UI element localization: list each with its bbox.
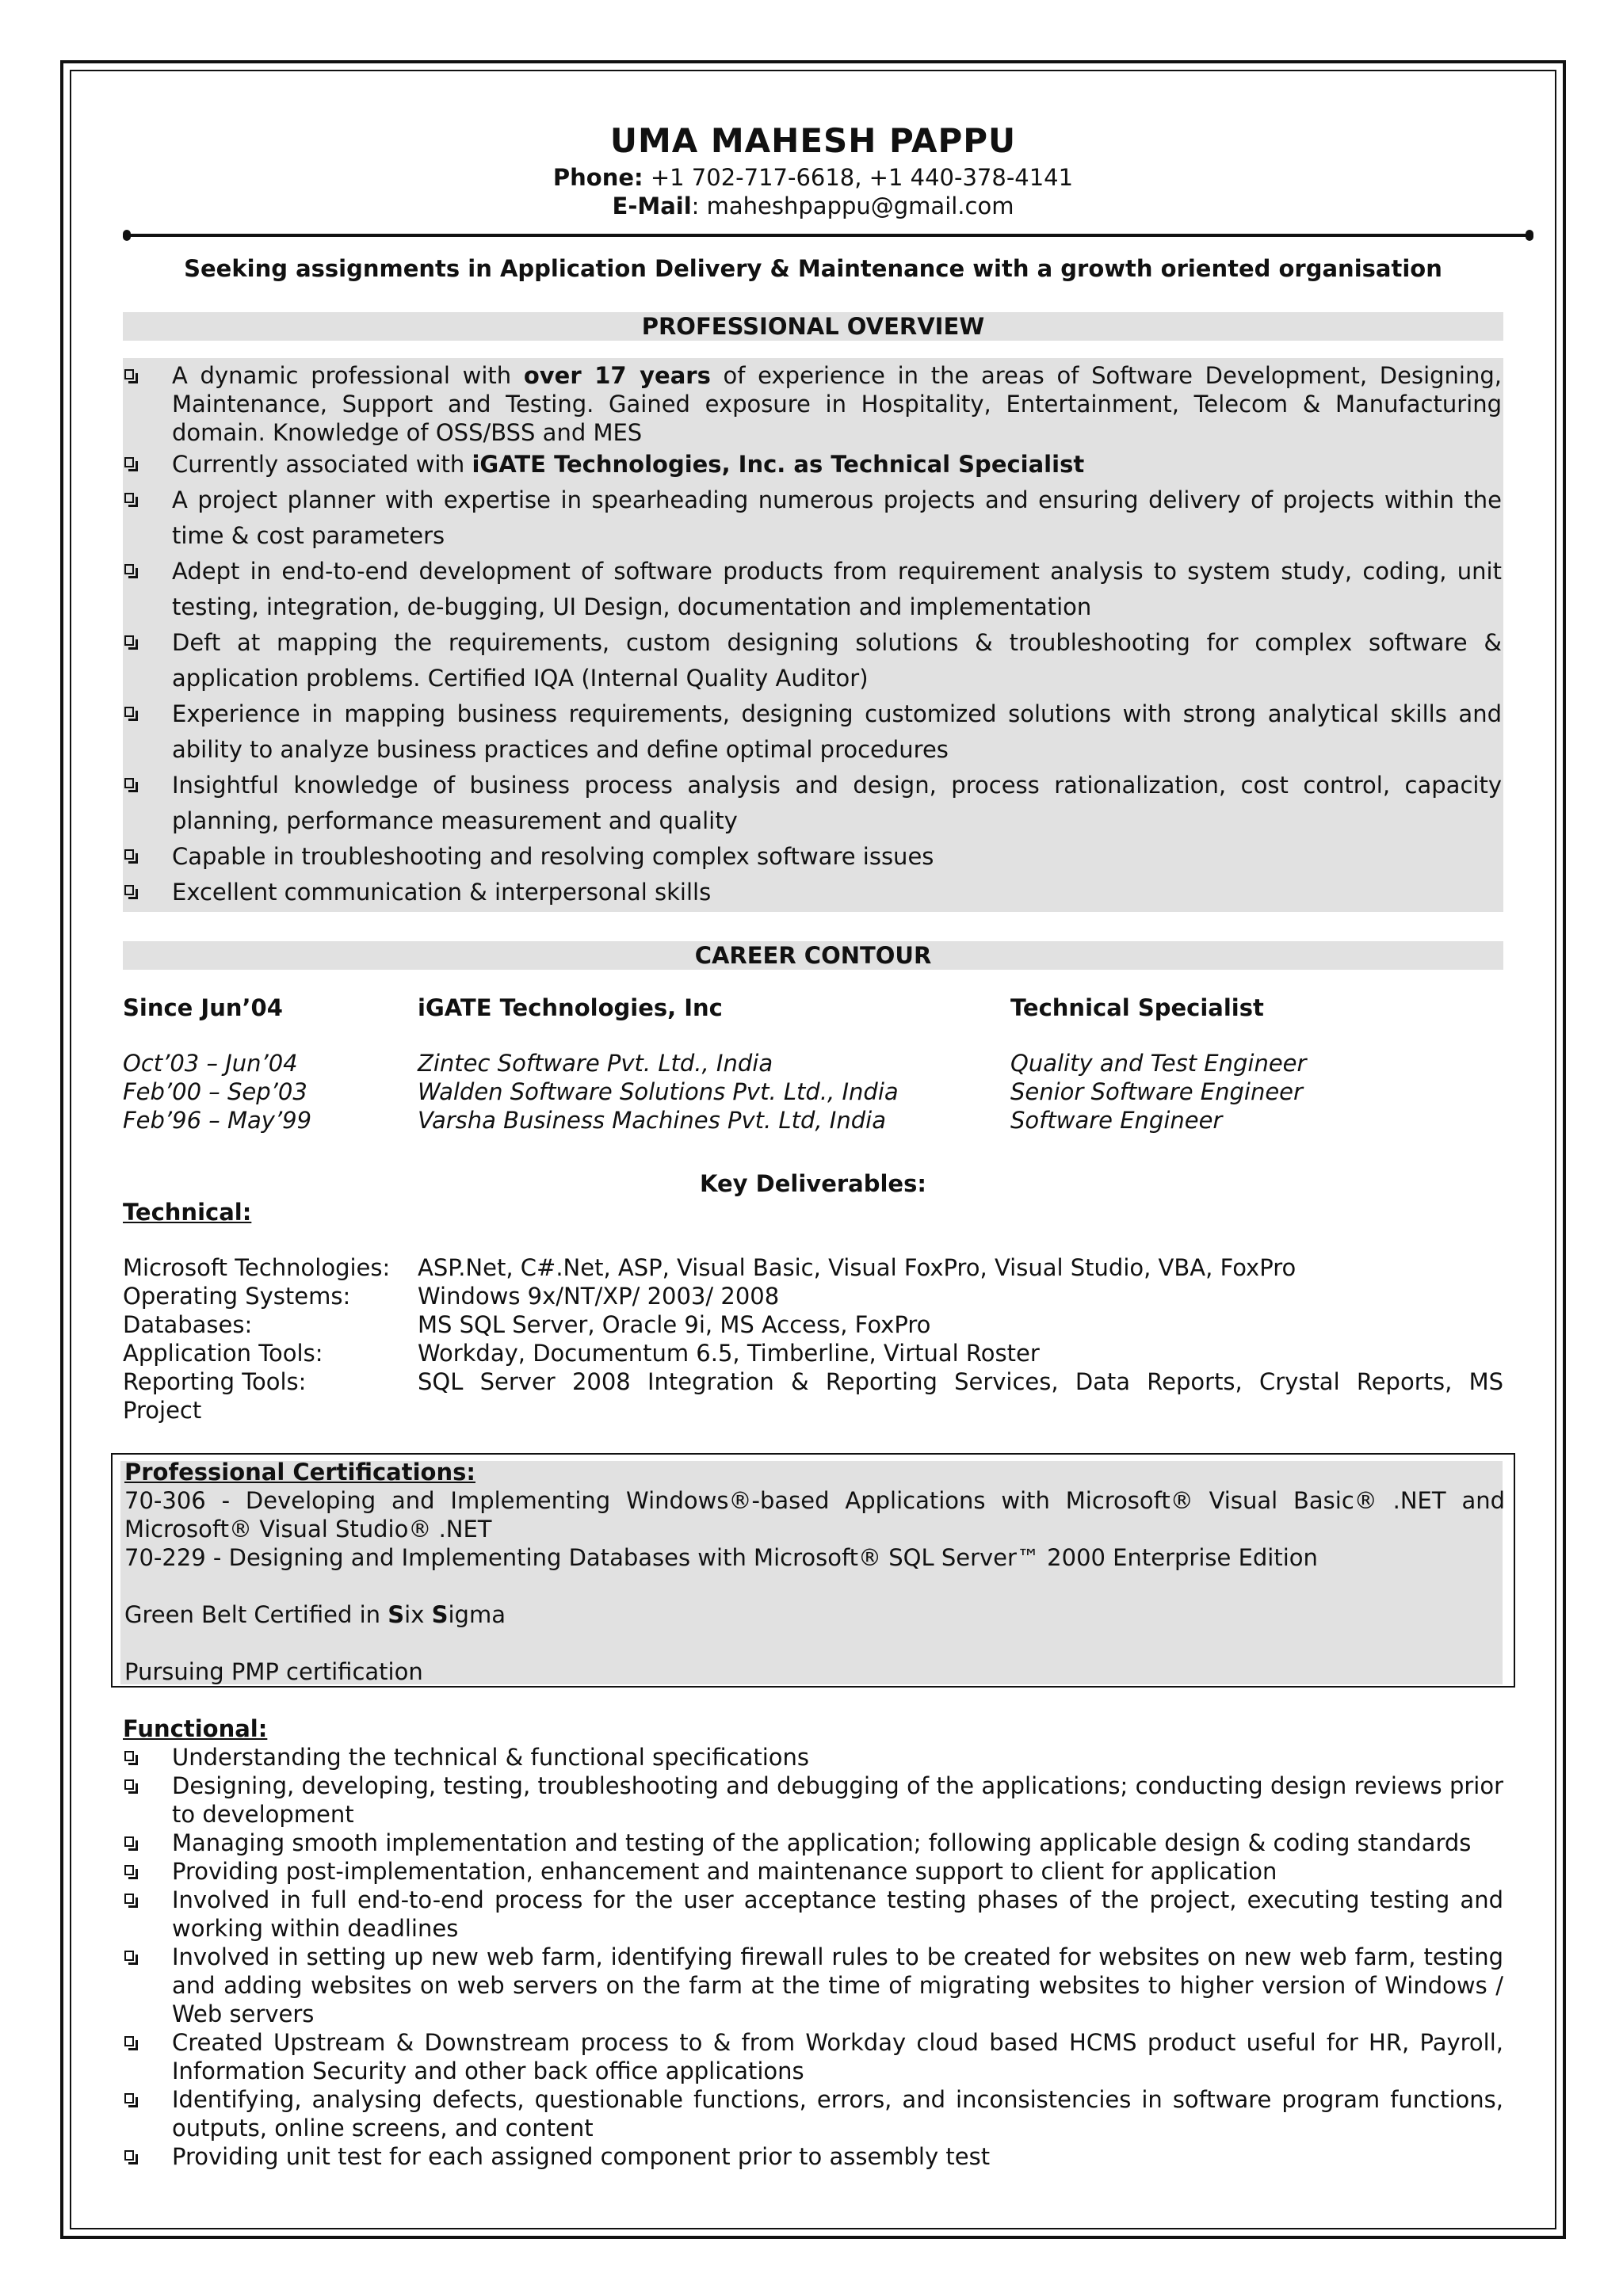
checkbox-bullet-icon [124, 885, 134, 895]
job-period: Feb’00 – Sep’03 [123, 1078, 307, 1105]
list-item: Insightful knowledge of business process analysis and design, process rationalization, cost control, capacity planning, performance measurement and quality [123, 768, 1503, 839]
divider-end-right [1526, 230, 1533, 241]
spacer [124, 1629, 1505, 1657]
list-item: Deft at mapping the requirements, custom designing solutions & troubleshooting for complex software & application problems. Certified IQA (Internal Quality Auditor) [123, 625, 1503, 696]
candidate-name: UMA MAHESH PAPPU [609, 121, 1017, 160]
skill-value: SQL Server 2008 Integration & Reporting Services, Data Reports, Crystal Reports, MS [418, 1368, 1503, 1395]
certifications-content [124, 1458, 1505, 1686]
list-item: Providing post-implementation, enhancement and maintenance support to client for application [123, 1857, 1503, 1886]
technical-heading: Technical: [123, 1199, 252, 1226]
list-item: Involved in setting up new web farm, identifying firewall rules to be created for websites on new web farm, testing and adding websites on web servers on the farm at the time of migrating websites to higher version of Windows / Web servers [123, 1943, 1503, 2028]
skill-label: Databases: [123, 1311, 253, 1338]
checkbox-bullet-icon [124, 369, 134, 379]
list-item: A project planner with expertise in spearheading numerous projects and ensuring delivery of projects within the time & cost parameters [123, 482, 1503, 554]
skill-value: Workday, Documentum 6.5, Timberline, Virtual Roster [418, 1340, 1040, 1367]
list-item: Involved in full end-to-end process for the user acceptance testing phases of the project, executing testing and working within deadlines [123, 1886, 1503, 1943]
checkbox-bullet-icon [124, 1836, 134, 1847]
job-company: iGATE Technologies, Inc [418, 994, 723, 1021]
email-label: E-Mail [612, 193, 692, 219]
checkbox-bullet-icon [124, 2093, 134, 2103]
career-row [123, 1049, 1503, 1077]
checkbox-bullet-icon [124, 1865, 134, 1875]
functional-heading: Functional: [123, 1715, 268, 1742]
job-company: Zintec Software Pvt. Ltd., India [418, 1050, 773, 1077]
checkbox-bullet-icon [124, 1751, 134, 1761]
list-item: Providing unit test for each assigned component prior to assembly test [123, 2142, 1503, 2171]
job-company: Varsha Business Machines Pvt. Ltd, India [418, 1107, 886, 1134]
job-period: Since Jun’04 [123, 994, 283, 1021]
career-row [123, 994, 1503, 1022]
job-company: Walden Software Solutions Pvt. Ltd., India [418, 1078, 899, 1105]
job-role: Technical Specialist [1010, 994, 1264, 1021]
skill-label: Microsoft Technologies: [123, 1254, 391, 1281]
email-value: : maheshpappu@gmail.com [691, 193, 1014, 219]
divider-line [129, 234, 1527, 237]
career-contour-section [123, 941, 1503, 1135]
professional-overview-section [123, 312, 1503, 912]
skill-row [123, 1339, 1503, 1367]
checkbox-bullet-icon [124, 1779, 134, 1790]
list-item: Excellent communication & interpersonal skills [123, 875, 1503, 910]
career-table [123, 994, 1503, 1135]
job-role: Quality and Test Engineer [1010, 1050, 1307, 1077]
certification-item: 70-306 - Developing and Implementing Windows®-based Applications with Microsoft® Visual Basic® .NET and Microsoft® Visual Studio® .NET [124, 1487, 1505, 1543]
skill-row [123, 1282, 1503, 1310]
skill-row [123, 1310, 1503, 1339]
checkbox-bullet-icon [124, 493, 134, 503]
spacer [124, 1572, 1505, 1600]
email-line [123, 192, 1503, 220]
phone-label: Phone: [552, 164, 643, 191]
resume-header [123, 119, 1503, 220]
job-period: Feb’96 – May’99 [123, 1107, 312, 1134]
skill-value: MS SQL Server, Oracle 9i, MS Access, FoxPro [418, 1311, 931, 1338]
checkbox-bullet-icon [124, 2150, 134, 2161]
section-heading-overview: PROFESSIONAL OVERVIEW [123, 312, 1503, 341]
header-divider [123, 230, 1533, 241]
list-item: Capable in troubleshooting and resolving complex software issues [123, 839, 1503, 875]
checkbox-bullet-icon [124, 2036, 134, 2046]
job-role: Software Engineer [1010, 1107, 1223, 1134]
list-item: Designing, developing, testing, troubleshooting and debugging of the applications; conducting design reviews prior to development [123, 1772, 1503, 1829]
career-row [123, 1106, 1503, 1135]
checkbox-bullet-icon [124, 778, 134, 788]
checkbox-bullet-icon [124, 707, 134, 717]
skill-label: Operating Systems: [123, 1283, 351, 1310]
list-item: Identifying, analysing defects, questionable functions, errors, and inconsistencies in software program functions, outputs, online screens, and content [123, 2085, 1503, 2142]
objective-statement: Seeking assignments in Application Delivery & Maintenance with a growth oriented organisation [184, 255, 1442, 282]
overview-list [123, 358, 1503, 912]
certification-item: 70-229 - Designing and Implementing Databases with Microsoft® SQL Server™ 2000 Enterprise Edition [124, 1544, 1318, 1571]
pmp-status: Pursuing PMP certification [124, 1658, 423, 1685]
career-row [123, 1077, 1503, 1106]
certifications-heading: Professional Certifications: [124, 1459, 475, 1486]
checkbox-bullet-icon [124, 635, 134, 646]
skill-value: ASP.Net, C#.Net, ASP, Visual Basic, Visual FoxPro, Visual Studio, VBA, FoxPro [418, 1254, 1296, 1281]
certifications-box [111, 1453, 1515, 1688]
key-deliverables-heading: Key Deliverables: [700, 1170, 926, 1197]
functional-section [123, 1714, 1503, 2171]
list-item: A dynamic professional with over 17 years of experience in the areas of Software Development, Designing, Maintenance, Support and Testing. Gained exposure in Hospitality, Entertainment, Telecom & Manufacturing domain. Knowledge of OSS/BSS and MES [123, 361, 1503, 447]
checkbox-bullet-icon [124, 1894, 134, 1904]
skill-label: Application Tools: [123, 1340, 323, 1367]
section-heading-career: CAREER CONTOUR [123, 941, 1503, 970]
checkbox-bullet-icon [124, 564, 134, 574]
green-belt-certification: Green Belt Certified in Six Sigma [124, 1601, 506, 1628]
phone-line [123, 163, 1503, 192]
technical-skills-table [123, 1253, 1503, 1425]
list-item: Experience in mapping business requirements, designing customized solutions with strong analytical skills and ability to analyze business practices and define optimal procedures [123, 696, 1503, 768]
skill-row [123, 1253, 1503, 1282]
list-item: Managing smooth implementation and testing of the application; following applicable design & coding standards [123, 1829, 1503, 1857]
job-period: Oct’03 – Jun’04 [123, 1050, 298, 1077]
checkbox-bullet-icon [124, 1951, 134, 1961]
checkbox-bullet-icon [124, 849, 134, 860]
skill-value-continued: Project [123, 1397, 202, 1424]
phone-value: +1 702-717-6618, +1 440-378-4141 [650, 164, 1074, 191]
skill-value: Windows 9x/NT/XP/ 2003/ 2008 [418, 1283, 780, 1310]
skill-row [123, 1367, 1503, 1396]
list-item: Adept in end-to-end development of software products from requirement analysis to system study, coding, unit testing, integration, de-bugging, UI Design, documentation and implementation [123, 554, 1503, 625]
checkbox-bullet-icon [124, 457, 134, 467]
job-role: Senior Software Engineer [1010, 1078, 1303, 1105]
list-item: Created Upstream & Downstream process to & from Workday cloud based HCMS product useful for HR, Payroll, Information Security and other back office applications [123, 2028, 1503, 2085]
list-item: Understanding the technical & functional specifications [123, 1743, 1503, 1772]
list-item: Currently associated with iGATE Technologies, Inc. as Technical Specialist [123, 447, 1503, 482]
skill-label: Reporting Tools: [123, 1368, 307, 1395]
